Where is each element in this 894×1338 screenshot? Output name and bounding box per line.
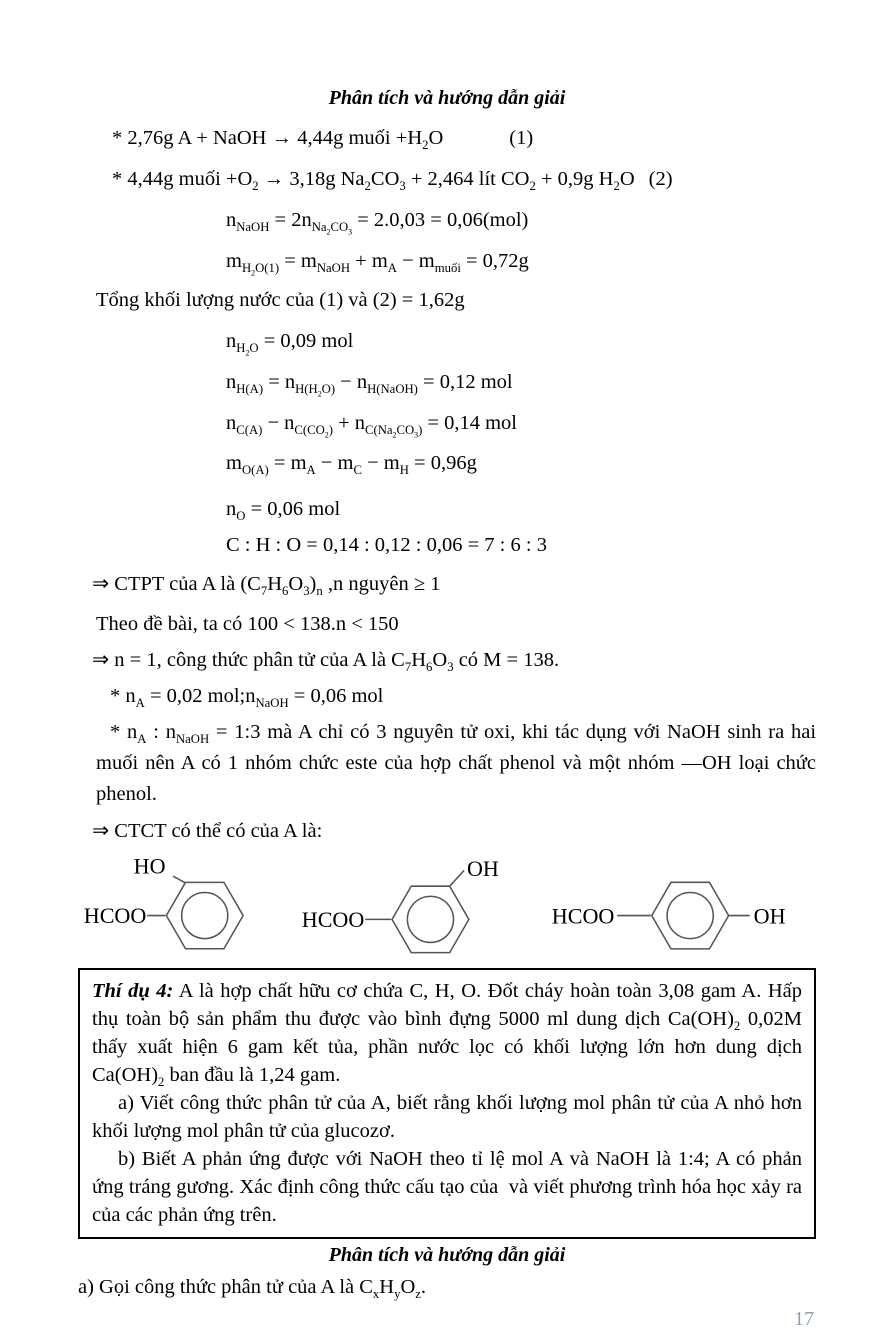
benzene-structure-para — [546, 850, 794, 960]
example-4-box — [78, 968, 816, 1239]
text-ctpt: ⇒ CTPT của A là $(C_7H_6O_3)_n$ ,n nguyên ≥ 1 — [92, 573, 441, 599]
example-4-intro — [92, 977, 802, 1089]
formula-n-naoh: $n_{NaOH} = 2n_{Na_2CO_3} = 2.0,03 = 0,06(mol)$ — [226, 209, 529, 237]
benzene-structure-meta — [296, 850, 514, 960]
example-4-part-b: b) Biết A phản ứng được với NaOH theo tỉ lệ mol A và NaOH là 1:4; A có phản ứng tráng gương. Xác định công thức cấu tạo của và viết phương trình hóa học xảy ra của các phản ứng trên. — [92, 1148, 802, 1227]
benzene-structure-ortho — [78, 850, 270, 960]
text-goi-cong-thuc: a) Gọi công thức phân tử của A là $C_xH_yO_z$. — [78, 1276, 427, 1302]
formula-n-h2o: $n_{H_2O} = 0,09$ mol — [226, 330, 354, 358]
text-ctct-intro: ⇒ CTCT có thể có của A là: — [92, 820, 323, 843]
formula-n-c-a: $n_{C(A)} - n_{C(CO_2)} + n_{C(Na_2CO_3)} = 0,14$ mol — [226, 411, 517, 440]
equation-1 — [98, 125, 816, 151]
formula-m-o-a: $m_{O(A)} = m_A - m_C - m_H = 0,96g$ — [226, 452, 477, 478]
ho-label-1: HO — [133, 853, 166, 879]
formula-chr-ratio: C : H : O = 0,14 : 0,12 : 0,06 = 7 : 6 : 3 — [226, 534, 547, 557]
equation-1-number: (1) — [509, 127, 534, 149]
equation-2-number: (2) — [648, 168, 673, 190]
aromatic-circle-1 — [182, 893, 228, 939]
paragraph-mole-ratio: * $n_A$ : $n_{NaOH}$ = 1:3 mà A chỉ có 3 nguyên tử oxi, khi tác dụng với NaOH sinh ra hai muối nên A có 1 nhóm chức este của hợp chất phenol và một nhóm —OH loại chức phenol. — [96, 721, 817, 806]
text-total-water: Tổng khối lượng nước của (1) và (2) = 1,62g — [96, 289, 465, 312]
example-4-part-a: a) Viết công thức phân tử của A, biết rằng khối lượng mol phân tử của A nhỏ hơn khối lượng mol phân tử của glucozơ. — [92, 1092, 802, 1143]
example-4-label: Thí dụ 4: — [92, 980, 174, 1003]
equation-1-text: * 2,76g A + NaOH → 4,44g muối $+H_2O$ — [112, 127, 444, 153]
hcoo-label-3: HCOO — [551, 903, 615, 929]
hydroxyl-bond-2 — [450, 871, 464, 887]
formula-m-h2o: $m_{H_2O(1)} = m_{NaOH} + m_A - m_{muối} = 0,72g$ — [226, 249, 529, 278]
aromatic-circle-3 — [667, 893, 713, 939]
aromatic-circle-2 — [407, 896, 453, 942]
hydroxyl-bond-1 — [173, 876, 185, 883]
formula-n-a-mol: * $n_A = 0,02$ $mol;n_{NaOH} = 0,06$ mol — [110, 685, 384, 711]
solution-heading-2: Phân tích và hướng dẫn giải — [328, 1244, 566, 1267]
example-4-intro-text: A là hợp chất hữu cơ chứa C, H, O. Đốt cháy hoàn toàn 3,08 gam A. Hấp thụ toàn bộ sản phẩm thu được vào bình đựng 5000 ml dung dịch $Ca(OH)_2$ 0,02M thấy xuất hiện 6 gam kết tủa, phần nước lọc có khối lượng lớn hơn dung dịch $Ca(OH)_2$ ban đầu là 1,24 gam. — [92, 980, 803, 1090]
oh-label-2: OH — [466, 856, 499, 882]
equation-2-text: * 4,44g muối $+O_2 \to 3,18g$ $Na_2CO_3 + 2,464$ lít $CO_2 + 0,9g$ $H_2O$ — [112, 168, 635, 194]
page-number: 17 — [794, 1308, 814, 1331]
formula-n-h-a: $n_{H(A)} = n_{H(H_2O)} - n_{H(NaOH)} = 0,12$ mol — [226, 370, 513, 399]
hcoo-label-1: HCOO — [83, 903, 147, 929]
oh-label-3: OH — [753, 903, 786, 929]
hcoo-label-2: HCOO — [301, 907, 365, 933]
solution-heading-1: Phân tích và hướng dẫn giải — [328, 87, 566, 109]
formula-n-o: $n_O = 0,06$ mol — [226, 498, 341, 524]
equation-2 — [98, 166, 816, 192]
text-n-equals-1: ⇒ n = 1, công thức phân tử của A là $C_7H_6O_3$ có M = 138. — [92, 649, 560, 675]
text-theo-de-bai: Theo đề bài, ta có 100 < 138.n < 150 — [96, 613, 399, 636]
structure-row — [78, 850, 816, 960]
